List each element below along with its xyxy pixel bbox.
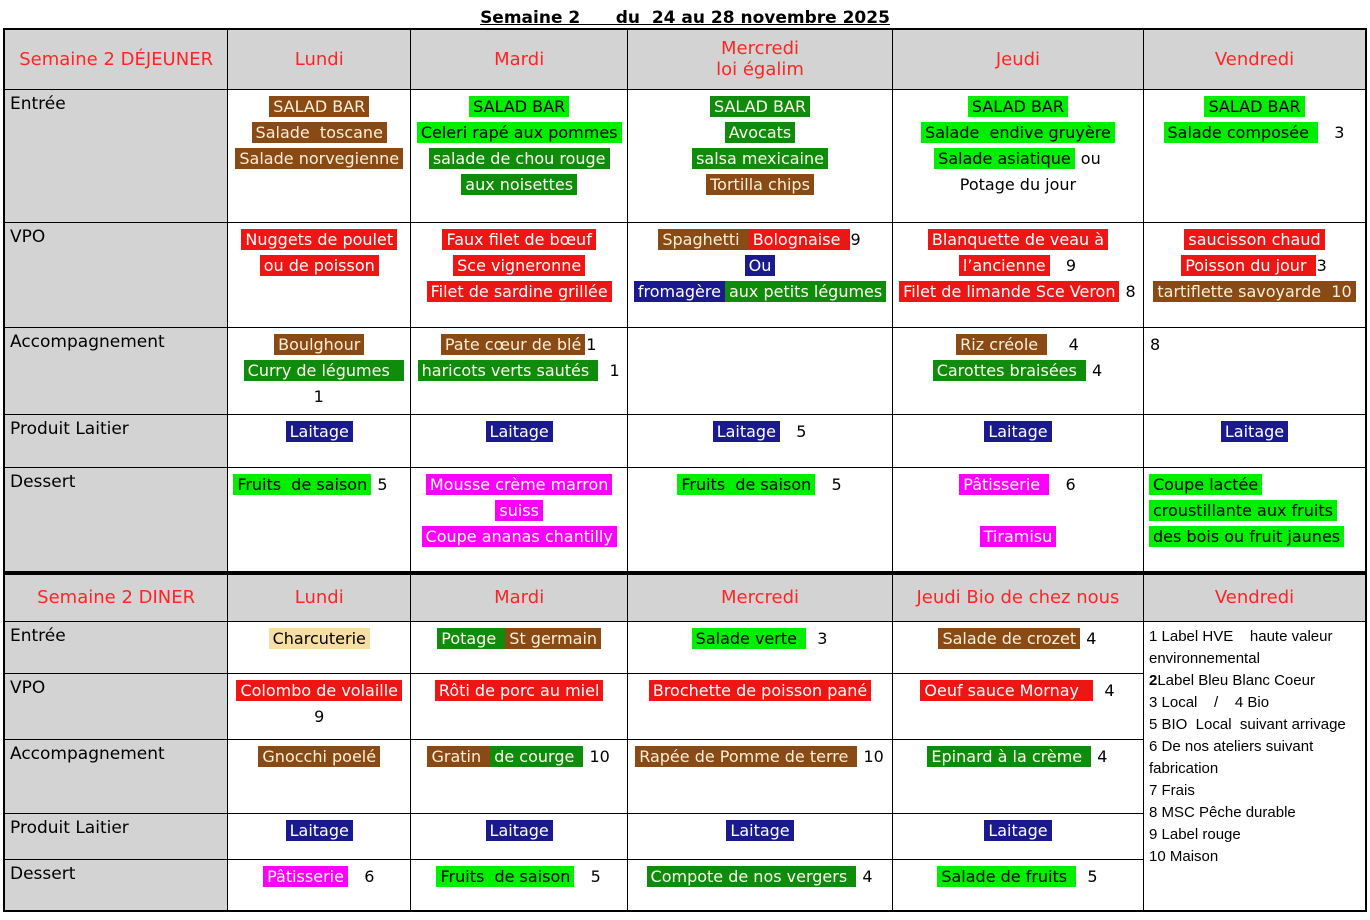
menu-line xyxy=(1149,332,1360,358)
dish-highlight: Ou xyxy=(745,255,776,276)
dinner-table xyxy=(3,573,1367,912)
menu-line xyxy=(898,419,1138,445)
dish-highlight: Laitage xyxy=(286,820,353,841)
plain-text: 9 xyxy=(850,229,861,249)
day-header-line: Jeudi Bio de chez nous xyxy=(916,587,1120,609)
menu-line xyxy=(416,253,622,279)
dinner-day-header xyxy=(892,574,1143,621)
menu-cell xyxy=(411,222,628,327)
menu-line xyxy=(416,744,622,770)
menu-line xyxy=(898,227,1138,253)
dish-highlight: aux noisettes xyxy=(461,174,577,195)
dish-highlight: Blanquette de veau à xyxy=(928,229,1108,250)
menu-line xyxy=(1149,472,1360,498)
dish-highlight: St germain xyxy=(505,628,601,649)
plain-text: 5 xyxy=(816,474,842,494)
dish-highlight: Coupe ananas chantilly xyxy=(422,526,617,547)
menu-line xyxy=(1149,524,1360,550)
dish-highlight: Spaghetti xyxy=(658,229,748,250)
menu-cell xyxy=(628,467,893,572)
menu-line xyxy=(416,524,622,550)
dish-highlight: Pâtisserie xyxy=(263,866,348,887)
day-header-line: Lundi xyxy=(294,48,344,70)
plain-text: 3 xyxy=(807,628,828,648)
day-header-line: Mercredi xyxy=(721,587,800,609)
menu-cell xyxy=(411,467,628,572)
row-label: Produit Laitier xyxy=(4,813,228,859)
plain-text: 4 xyxy=(857,866,873,886)
dish-highlight: Celeri rapé aux pommes xyxy=(417,122,622,143)
legend-text: 7 Frais xyxy=(1149,781,1195,799)
dish-highlight: Laitage xyxy=(486,421,553,442)
dish-highlight: Pate cœur de blé xyxy=(441,334,585,355)
menu-cell xyxy=(228,222,411,327)
menu-line xyxy=(233,704,405,730)
dish-highlight: Laitage xyxy=(486,820,553,841)
menu-cell xyxy=(411,739,628,813)
menu-cell xyxy=(628,89,893,222)
menu-cell xyxy=(228,859,411,911)
menu-line xyxy=(233,626,405,652)
dish-highlight: Laitage xyxy=(286,421,353,442)
dish-highlight: Potage xyxy=(437,628,505,649)
menu-cell xyxy=(411,621,628,673)
lunch-section-label: Semaine 2 DÉJEUNER xyxy=(4,29,228,89)
row-label: Entrée xyxy=(4,621,228,673)
menu-cell xyxy=(1144,414,1367,467)
dish-highlight: Filet de limande Sce Veron xyxy=(899,281,1119,302)
dish-highlight: Gratin xyxy=(427,746,490,767)
dish-highlight: Tortilla chips xyxy=(706,174,814,195)
menu-line xyxy=(233,472,405,498)
menu-line xyxy=(233,864,405,890)
menu-cell xyxy=(628,739,893,813)
menu-cell xyxy=(228,89,411,222)
plain-text: 4 xyxy=(1086,360,1103,380)
dish-highlight: Filet de sardine grillée xyxy=(427,281,612,302)
legend-text: 1 Label HVE haute valeur environnemental xyxy=(1149,627,1337,667)
legend-text: 8 MSC Pêche durable xyxy=(1149,803,1296,821)
dish-highlight: Epinard à la crème xyxy=(927,746,1091,767)
dish-highlight: salsa mexicaine xyxy=(692,148,828,169)
menu-cell xyxy=(1144,467,1367,572)
menu-line xyxy=(898,332,1138,358)
lunch-day-header xyxy=(892,29,1143,89)
dinner-day-header xyxy=(1144,574,1367,621)
menu-line xyxy=(416,94,622,120)
plain-text: 6 xyxy=(1050,474,1076,494)
menu-cell xyxy=(892,739,1143,813)
menu-cell xyxy=(1144,327,1367,414)
menu-line xyxy=(1149,419,1360,445)
dish-highlight: Carottes braisées xyxy=(933,360,1086,381)
dish-highlight: Laitage xyxy=(984,820,1051,841)
plain-text: 5 xyxy=(1077,866,1098,886)
menu-cell xyxy=(228,739,411,813)
plain-text: 8 xyxy=(1120,281,1136,301)
menu-line xyxy=(898,864,1138,890)
dish-highlight: ou de poisson xyxy=(260,255,379,276)
menu-line xyxy=(233,94,405,120)
menu-cell xyxy=(228,467,411,572)
lunch-day-header xyxy=(628,29,893,89)
menu-line xyxy=(633,227,887,253)
plain-text: 1 xyxy=(586,334,597,354)
menu-cell xyxy=(411,859,628,911)
dish-highlight: Gnocchi poelé xyxy=(258,746,380,767)
menu-cell xyxy=(228,621,411,673)
menu-line xyxy=(416,279,622,305)
day-header-line: Mardi xyxy=(494,587,545,609)
menu-line xyxy=(416,358,622,384)
menu-cell xyxy=(411,89,628,222)
legend-line xyxy=(1149,802,1360,824)
menu-cell xyxy=(892,467,1143,572)
menu-line xyxy=(1149,120,1360,146)
menu-line xyxy=(633,279,887,305)
menu-line xyxy=(898,120,1138,146)
legend-text: Label Bleu Blanc Coeur xyxy=(1157,671,1315,689)
row-label: Accompagnement xyxy=(4,739,228,813)
dish-highlight: Salade asiatique xyxy=(934,148,1075,169)
dish-highlight: croustillante aux fruits xyxy=(1149,500,1337,521)
day-header-line: loi égalim xyxy=(716,59,804,81)
plain-text: ou xyxy=(1075,148,1101,168)
dish-highlight: Tiramisu xyxy=(980,526,1057,547)
menu-line xyxy=(416,172,622,198)
menu-line xyxy=(233,120,405,146)
dish-highlight: aux petits légumes xyxy=(725,281,886,302)
menu-cell xyxy=(228,813,411,859)
menu-cell xyxy=(892,621,1143,673)
dish-highlight: Curry de légumes xyxy=(244,360,404,381)
menu-cell xyxy=(1144,89,1367,222)
plain-text: 4 xyxy=(1092,746,1108,766)
menu-line xyxy=(416,146,622,172)
dinner-section-label: Semaine 2 DINER xyxy=(4,574,228,621)
row-label: Dessert xyxy=(4,859,228,911)
dish-highlight: haricots verts sautés xyxy=(418,360,599,381)
menu-line xyxy=(233,253,405,279)
day-header-line: Mardi xyxy=(494,48,545,70)
menu-line xyxy=(633,864,887,890)
menu-cell xyxy=(228,327,411,414)
dish-highlight: SALAD BAR xyxy=(269,96,369,117)
dish-highlight: Laitage xyxy=(984,421,1051,442)
dish-highlight: Laitage xyxy=(713,421,780,442)
lunch-table xyxy=(3,28,1367,573)
dish-highlight: SALAD BAR xyxy=(968,96,1068,117)
page-title: Semaine 2 du 24 au 28 novembre 2025 xyxy=(480,8,890,28)
menu-line xyxy=(633,94,887,120)
menu-cell xyxy=(228,414,411,467)
menu-line xyxy=(416,472,622,498)
menu-line xyxy=(633,472,887,498)
menu-line xyxy=(898,358,1138,384)
legend-line xyxy=(1149,780,1360,802)
dish-highlight: Laitage xyxy=(726,820,793,841)
menu-line xyxy=(233,678,405,704)
dish-highlight: Avocats xyxy=(725,122,795,143)
menu-line xyxy=(1149,227,1360,253)
dinner-day-header xyxy=(228,574,411,621)
menu-cell xyxy=(228,673,411,739)
row-label: VPO xyxy=(4,673,228,739)
dish-highlight: Brochette de poisson pané xyxy=(649,680,871,701)
menu-line xyxy=(633,146,887,172)
dish-highlight: Faux filet de bœuf xyxy=(442,229,595,250)
menu-line xyxy=(898,472,1138,498)
dish-highlight: saucisson chaud xyxy=(1184,229,1324,250)
legend-line xyxy=(1149,692,1360,714)
legend-text: 10 Maison xyxy=(1149,847,1219,865)
day-header-line: Vendredi xyxy=(1214,587,1295,609)
menu-line xyxy=(1149,94,1360,120)
menu-cell xyxy=(892,859,1143,911)
menu-line xyxy=(416,120,622,146)
row-label: Produit Laitier xyxy=(4,414,228,467)
menu-line xyxy=(416,498,622,524)
menu-line xyxy=(1149,498,1360,524)
plain-text: 5 xyxy=(780,421,807,441)
menu-line xyxy=(898,94,1138,120)
plain-text: 1 xyxy=(313,360,411,406)
plain-text: 10 xyxy=(858,746,884,766)
legend-line xyxy=(1149,714,1360,736)
dish-highlight: Laitage xyxy=(1221,421,1288,442)
menu-cell xyxy=(1144,222,1367,327)
plain-text: 5 xyxy=(372,474,388,494)
dish-highlight: Poisson du jour xyxy=(1181,255,1315,276)
menu-line xyxy=(898,678,1138,704)
dish-highlight: Fruits de saison xyxy=(677,474,815,495)
menu-line xyxy=(898,498,1138,524)
day-header-line: Lundi xyxy=(294,587,344,609)
dish-highlight: SALAD BAR xyxy=(710,96,810,117)
menu-line xyxy=(233,358,411,410)
menu-line xyxy=(233,332,405,358)
plain-text: 10 xyxy=(584,746,610,766)
dinner-day-header xyxy=(628,574,893,621)
dinner-section xyxy=(0,573,1370,912)
legend-line xyxy=(1149,736,1360,780)
menu-cell xyxy=(892,222,1143,327)
dish-highlight: Salade de fruits xyxy=(937,866,1076,887)
menu-cell xyxy=(892,414,1143,467)
day-header-line: Vendredi xyxy=(1214,48,1295,70)
dish-highlight: Riz créole xyxy=(956,334,1047,355)
menu-line xyxy=(898,279,1138,305)
menu-line xyxy=(416,419,622,445)
menu-line xyxy=(416,678,622,704)
menu-line xyxy=(633,678,887,704)
menu-cell xyxy=(892,327,1143,414)
day-header-line: Jeudi xyxy=(995,48,1041,70)
plain-text: 1 xyxy=(599,360,620,380)
dish-highlight: Salade de crozet xyxy=(938,628,1080,649)
dish-highlight: Boulghour xyxy=(274,334,364,355)
dish-highlight: SALAD BAR xyxy=(469,96,569,117)
menu-line xyxy=(633,253,887,279)
menu-line xyxy=(416,864,622,890)
dish-highlight: Bolognaise xyxy=(749,229,850,250)
dish-highlight: des bois ou fruit jaunes xyxy=(1149,526,1344,547)
menu-line xyxy=(633,120,887,146)
menu-cell xyxy=(628,859,893,911)
day-header-line: Mercredi xyxy=(721,38,800,60)
plain-text: 4 xyxy=(1048,334,1079,354)
menu-cell xyxy=(892,813,1143,859)
dish-highlight: Fruits de saison xyxy=(436,866,574,887)
menu-line xyxy=(233,818,405,844)
plain-text: 4 xyxy=(1094,680,1115,700)
menu-line xyxy=(416,626,622,652)
menu-cell xyxy=(628,327,893,414)
row-label: Dessert xyxy=(4,467,228,572)
dish-highlight: Rôti de porc au miel xyxy=(435,680,603,701)
lunch-day-header xyxy=(411,29,628,89)
menu-line xyxy=(898,146,1138,172)
menu-line xyxy=(898,172,1138,198)
dish-highlight: fromagère xyxy=(634,281,725,302)
menu-line xyxy=(233,744,405,770)
menu-line xyxy=(233,419,405,445)
dish-highlight: tartiflette savoyarde 10 xyxy=(1153,281,1355,302)
plain-text: 3 xyxy=(1316,255,1327,275)
menu-cell xyxy=(628,222,893,327)
dish-highlight: SALAD BAR xyxy=(1204,96,1304,117)
dish-highlight: Salade composée xyxy=(1164,122,1319,143)
legend-line xyxy=(1149,846,1360,868)
menu-cell xyxy=(892,673,1143,739)
dish-highlight: Salade endive gruyère xyxy=(921,122,1115,143)
legend-text: 6 De nos ateliers suivant fabrication xyxy=(1149,737,1318,777)
legend-text: 9 Label rouge xyxy=(1149,825,1241,843)
lunch-section xyxy=(0,28,1370,573)
menu-line xyxy=(233,227,405,253)
lunch-day-header xyxy=(228,29,411,89)
dish-highlight: Charcuterie xyxy=(269,628,370,649)
menu-line xyxy=(633,172,887,198)
plain-text: 4 xyxy=(1081,628,1097,648)
menu-cell xyxy=(628,414,893,467)
menu-cell xyxy=(628,673,893,739)
plain-text: 6 xyxy=(348,866,375,886)
legend-text: 5 BIO Local suivant arrivage xyxy=(1149,715,1346,733)
legend-line xyxy=(1149,626,1360,670)
dish-highlight: Salade toscane xyxy=(252,122,387,143)
menu-line xyxy=(233,146,405,172)
legend-text: 3 Local / 4 Bio xyxy=(1149,693,1270,711)
dish-highlight: Colombo de volaille xyxy=(236,680,402,701)
legend-line xyxy=(1149,670,1360,692)
menu-cell xyxy=(628,621,893,673)
legend-text: 2 xyxy=(1149,671,1158,689)
menu-cell xyxy=(411,327,628,414)
menu-line xyxy=(898,253,1138,279)
menu-cell xyxy=(411,414,628,467)
menu-cell xyxy=(628,813,893,859)
dish-highlight: Nuggets de poulet xyxy=(241,229,397,250)
dish-highlight: de courge xyxy=(490,746,583,767)
dish-highlight: Pâtisserie xyxy=(959,474,1049,495)
plain-text: 9 xyxy=(314,706,325,726)
plain-text: 9 xyxy=(1050,255,1077,275)
menu-line xyxy=(1149,279,1360,305)
menu-cell xyxy=(411,673,628,739)
dinner-day-header xyxy=(411,574,628,621)
row-label: VPO xyxy=(4,222,228,327)
plain-text: 8 xyxy=(1150,334,1161,354)
menu-line xyxy=(898,524,1138,550)
row-label: Accompagnement xyxy=(4,327,228,414)
dish-highlight: suiss xyxy=(495,500,543,521)
menu-line xyxy=(633,818,887,844)
menu-line xyxy=(416,332,622,358)
dish-highlight: Mousse crème marron xyxy=(426,474,613,495)
menu-line xyxy=(633,626,887,652)
menu-cell xyxy=(892,89,1143,222)
menu-line xyxy=(416,818,622,844)
dish-highlight: Salade norvegienne xyxy=(235,148,403,169)
menu-line xyxy=(898,626,1138,652)
lunch-day-header xyxy=(1144,29,1367,89)
menu-cell xyxy=(411,813,628,859)
dish-highlight: Fruits de saison xyxy=(233,474,371,495)
dish-highlight: Compote de nos vergers xyxy=(647,866,857,887)
menu-line xyxy=(898,744,1138,770)
dish-highlight: l’ancienne xyxy=(959,255,1050,276)
row-label: Entrée xyxy=(4,89,228,222)
plain-text: 5 xyxy=(575,866,601,886)
plain-text: Potage du jour xyxy=(959,174,1077,194)
dish-highlight: Rapée de Pomme de terre xyxy=(635,746,857,767)
menu-line xyxy=(633,744,887,770)
menu-line xyxy=(1149,253,1360,279)
plain-text: 3 xyxy=(1319,122,1345,142)
dish-highlight: Oeuf sauce Mornay xyxy=(920,680,1093,701)
dish-highlight: Sce vigneronne xyxy=(453,255,585,276)
dish-highlight: salade de chou rouge xyxy=(429,148,610,169)
dish-highlight: Coupe lactée xyxy=(1149,474,1262,495)
menu-line xyxy=(633,419,887,445)
menu-line xyxy=(898,818,1138,844)
legend xyxy=(1144,621,1367,911)
legend-line xyxy=(1149,824,1360,846)
menu-line xyxy=(416,227,622,253)
dish-highlight: Salade verte xyxy=(692,628,806,649)
